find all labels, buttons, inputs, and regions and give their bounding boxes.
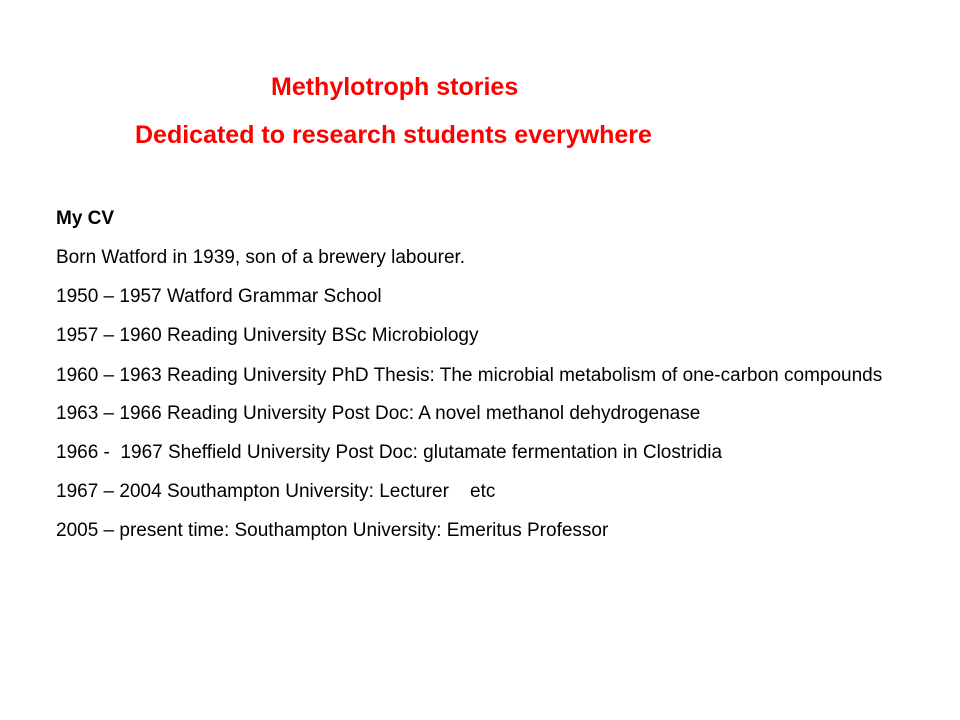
cv-line-lecturer: 1967 – 2004 Southampton University: Lecturer etc: [56, 481, 496, 502]
cv-line-birth: Born Watford in 1939, son of a brewery labourer.: [56, 247, 466, 268]
slide-title: Methylotroph stories: [271, 73, 519, 101]
slide-subtitle: Dedicated to research students everywhere: [135, 121, 652, 149]
cv-line-phd: 1960 – 1963 Reading University PhD Thesis: The microbial metabolism of one-carbon compounds: [56, 365, 883, 386]
cv-line-postdoc-sheffield: 1966 - 1967 Sheffield University Post Doc: glutamate fermentation in Clostridia: [56, 442, 723, 463]
cv-section: [56, 204, 916, 555]
cv-line-bsc: 1957 – 1960 Reading University BSc Microbiology: [56, 325, 479, 346]
cv-line-emeritus: 2005 – present time: Southampton University: Emeritus Professor: [56, 520, 609, 541]
cv-line-school: 1950 – 1957 Watford Grammar School: [56, 286, 382, 307]
cv-heading: My CV: [56, 208, 115, 229]
cv-line-postdoc-reading: 1963 – 1966 Reading University Post Doc: A novel methanol dehydrogenase: [56, 403, 701, 424]
